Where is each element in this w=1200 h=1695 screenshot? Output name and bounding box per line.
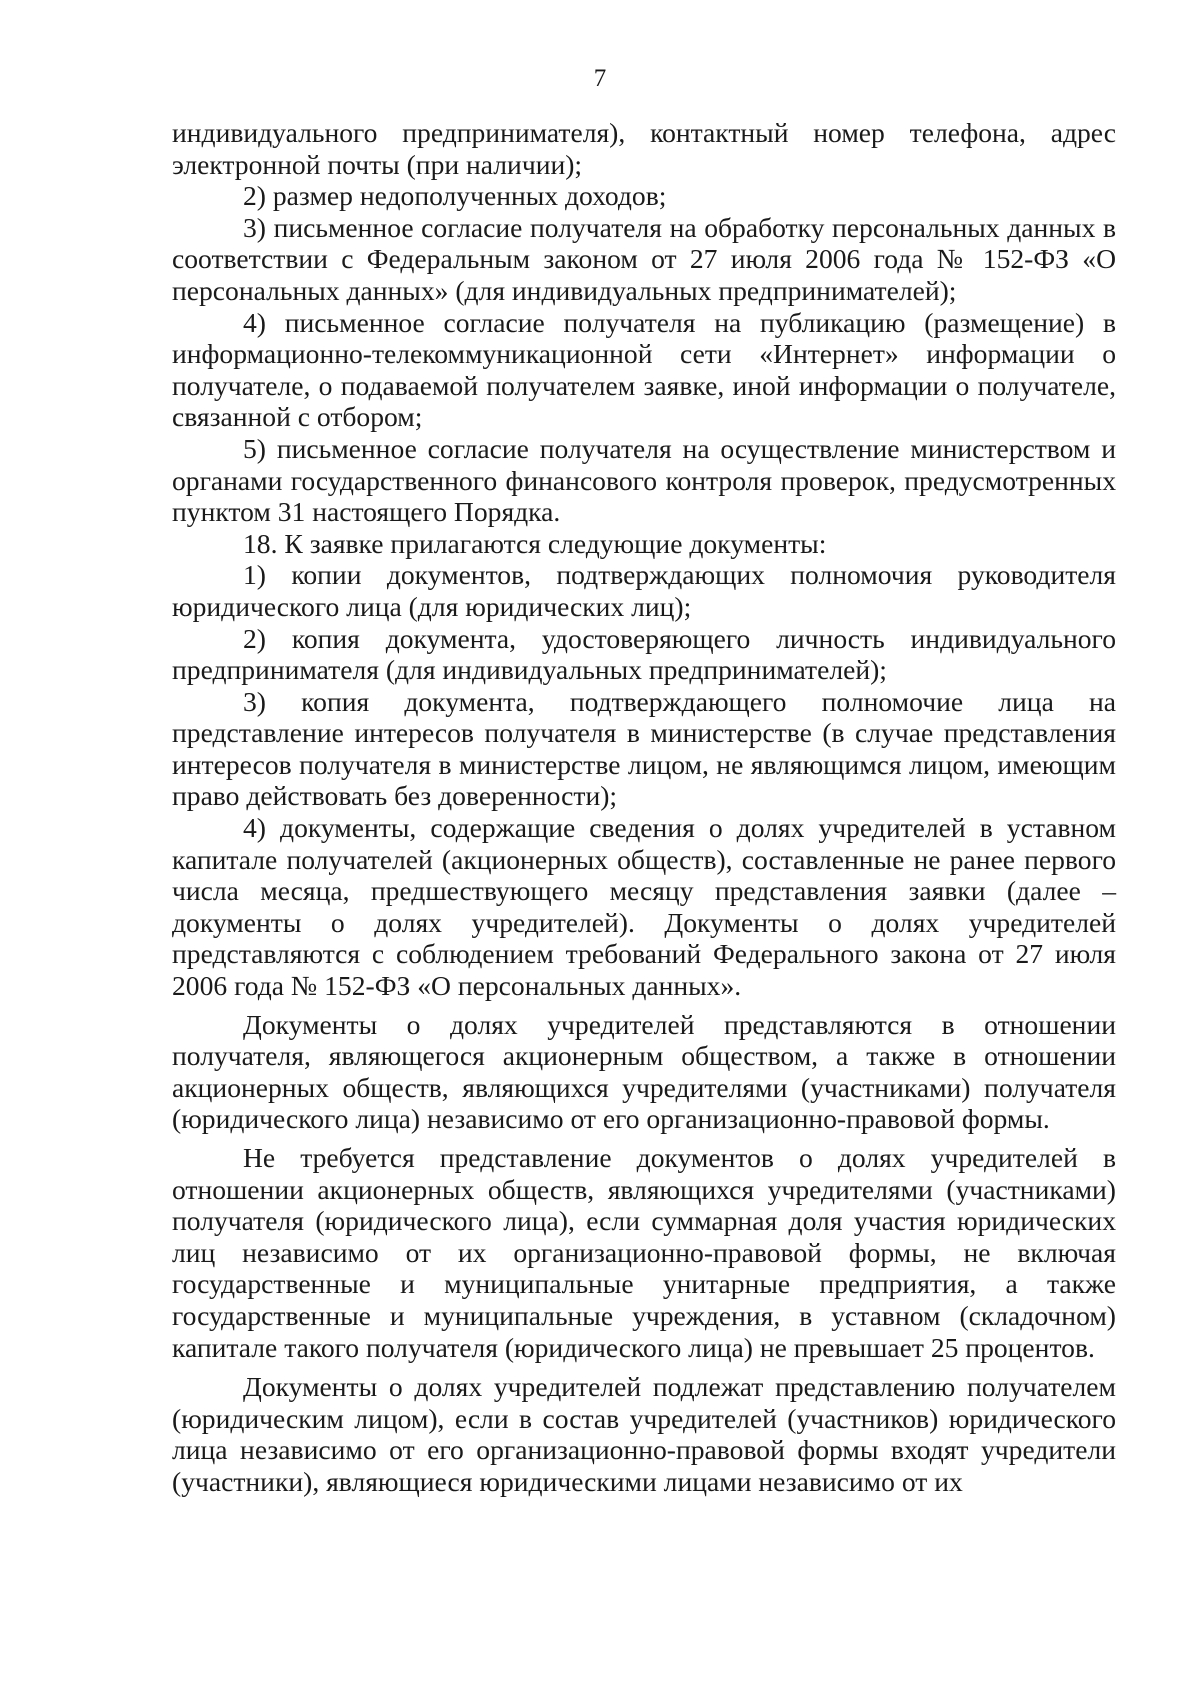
paragraph-continuation: индивидуального предпринимателя), контактный номер телефона, адрес электронной почты (при наличии); — [172, 117, 1116, 180]
paragraph-item-2: 2) размер недополученных доходов; — [243, 180, 667, 212]
paragraph-doc-3: 3) копия документа, подтверждающего полномочие лица на представление интересов получателя в министерстве (в случае представления интересов получателя в министерстве лицом, не являющимся лицом, имеющим право действовать без доверенности); — [172, 685, 1116, 812]
paragraph-doc-1: 1) копии документов, подтверждающих полномочия руководителя юридического лица (для юридических лиц); — [172, 559, 1116, 622]
paragraph-shares-exemption: Не требуется представление документов о долях учредителей в отношении акционерных обществ, являющихся учредителями (участниками) получателя (юридического лица), если суммарная доля участия юридических лиц независимо от их организационно-правовой формы, не включая государственные и муниципальные унитарные предприятия, а также государственные и муниципальные учреждения, в уставном (складочном) капитале такого получателя (юридического лица) не превышает 25 процентов. — [172, 1142, 1116, 1363]
paragraph-shares-scope: Документы о долях учредителей представляются в отношении получателя, являющегося акционерным обществом, а также в отношении акционерных обществ, являющихся учредителями (участниками) получателя (юридического лица) независимо от его организационно-правовой формы. — [172, 1008, 1116, 1135]
paragraph-shares-requirement: Документы о долях учредителей подлежат представлению получателем (юридическим лицом), если в состав учредителей (участников) юридического лица независимо от его организационно-правовой формы входят учредители (участники), являющиеся юридическими лицами независимо от их — [172, 1371, 1116, 1497]
paragraph-item-4: 4) письменное согласие получателя на публикацию (размещение) в информационно-телекоммуникационной сети «Интернет» информации о получателе, о подаваемой получателем заявке, иной информации о получателе, связанной с отбором; — [172, 306, 1116, 433]
paragraph-doc-2: 2) копия документа, удостоверяющего личность индивидуального предпринимателя (для индивидуальных предпринимателей); — [172, 622, 1116, 686]
paragraph-doc-4: 4) документы, содержащие сведения о долях учредителей в уставном капитале получателей (акционерных обществ), составленные не ранее первого числа месяца, предшествующего месяцу представления заявки (далее – документы о долях учредителей). Документы о долях учредителей представляются с соблюдением требований Федерального закона от 27 июля 2006 года № 152-ФЗ «О персональных данных». — [172, 812, 1116, 1002]
paragraph-item-3: 3) письменное согласие получателя на обработку персональных данных в соответствии с Федеральным законом от 27 июля 2006 года № 152-ФЗ «О персональных данных» (для индивидуальных предпринимателей); — [172, 211, 1116, 306]
page-number: 7 — [593, 65, 607, 92]
document-body — [172, 117, 1116, 1498]
paragraph-section-18: 18. К заявке прилагаются следующие документы: — [243, 527, 827, 559]
paragraph-item-5: 5) письменное согласие получателя на осуществление министерством и органами государственного финансового контроля проверок, предусмотренных пунктом 31 настоящего Порядка. — [172, 432, 1116, 528]
